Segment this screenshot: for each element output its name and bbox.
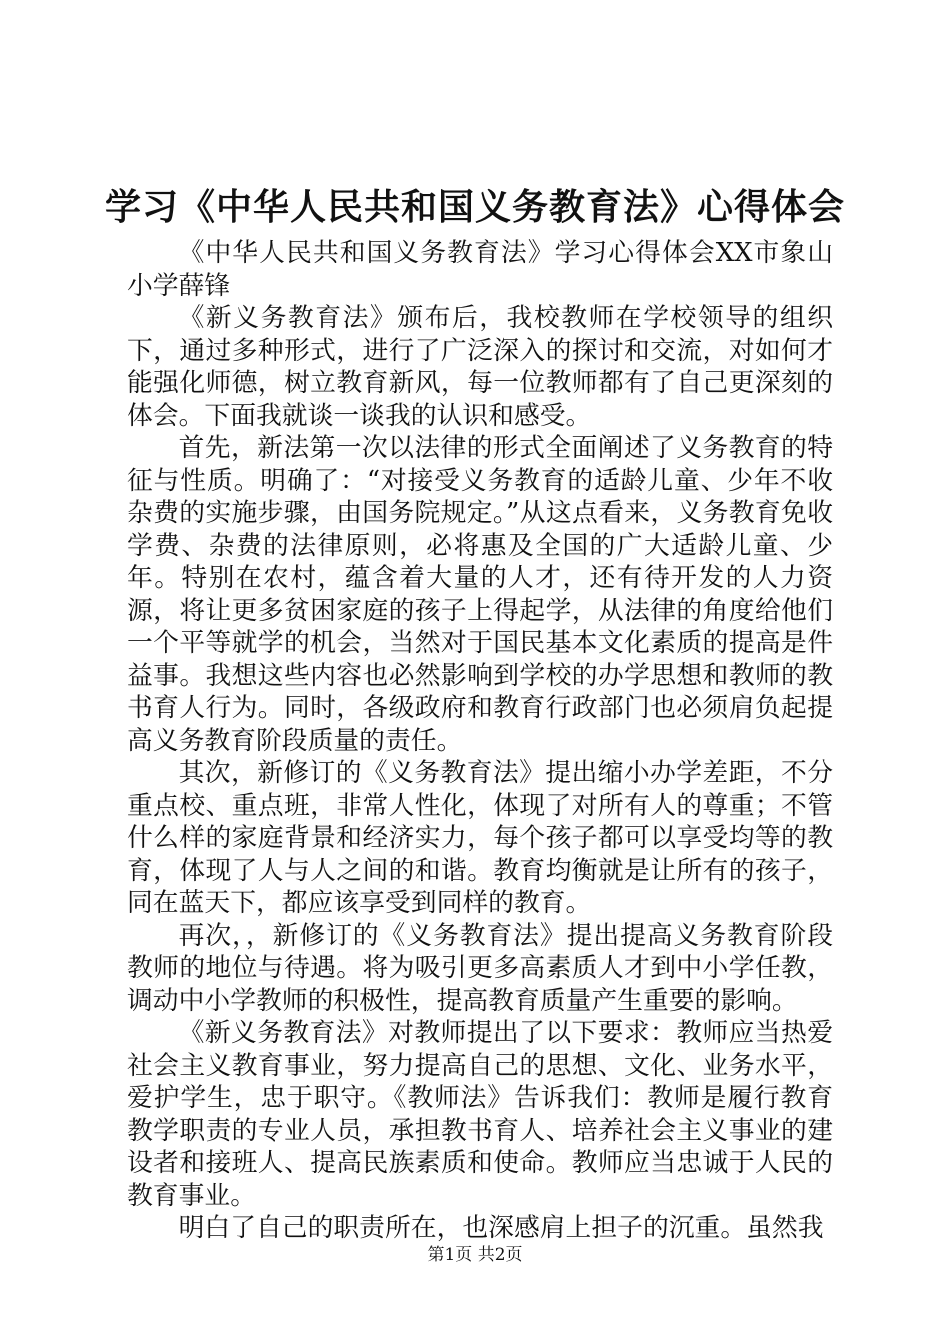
paragraph-intro: 《新义务教育法》颁布后，我校教师在学校领导的组织下，通过多种形式，进行了广泛深入的探讨和交流，对如何才能强化师德，树立教育新风，每一位教师都有了自己更深刻的体会。下面我就谈一谈我的认识和感受。: [127, 303, 833, 431]
paragraph-closing: 明白了自己的职责所在，也深感肩上担子的沉重。虽然我: [178, 1213, 824, 1243]
page-number-footer: 第1页 共2页: [427, 1245, 523, 1265]
paragraph-subtitle: 《中华人民共和国义务教育法》学习心得体会XX市象山小学薛锋: [127, 238, 833, 301]
document-body: [127, 237, 833, 1245]
paragraph-first-point: 首先，新法第一次以法律的形式全面阐述了义务教育的特征与性质。明确了：“对接受义务教育的适龄儿童、少年不收杂费的实施步骤，由国务院规定。”从这点看来，义务教育免收学费、杂费的法律原则，必将惠及全国的广大适龄儿童、少年。特别在农村，蕴含着大量的人才，还有待开发的人力资源，将让更多贫困家庭的孩子上得起学，从法律的角度给他们一个平等就学的机会，当然对于国民基本文化素质的提高是件益事。我想这些内容也必然影响到学校的办学思想和教师的教书育人行为。同时，各级政府和教育行政部门也必须肩负起提高义务教育阶段质量的责任。: [127, 433, 833, 756]
paragraph-second-point: 其次，新修订的《义务教育法》提出缩小办学差距，不分重点校、重点班，非常人性化，体现了对所有人的尊重；不管什么样的家庭背景和经济实力，每个孩子都可以享受均等的教育，体现了人与人之间的和谐。教育均衡就是让所有的孩子，同在蓝天下，都应该享受到同样的教育。: [127, 758, 833, 918]
document-title: 学习《中华人民共和国义务教育法》心得体会: [104, 187, 845, 228]
paragraph-teacher-requirements: 《新义务教育法》对教师提出了以下要求：教师应当热爱社会主义教育事业，努力提高自己的思想、文化、业务水平，爱护学生，忠于职守。《教师法》告诉我们：教师是履行教育教学职责的专业人员，承担教书育人、培养社会主义事业的建设者和接班人、提高民族素质和使命。教师应当忠诚于人民的教育事业。: [127, 1018, 833, 1211]
paragraph-third-point: 再次，，新修订的《义务教育法》提出提高义务教育阶段教师的地位与待遇。将为吸引更多高素质人才到中小学任教，调动中小学教师的积极性，提高教育质量产生重要的影响。: [127, 920, 833, 1016]
